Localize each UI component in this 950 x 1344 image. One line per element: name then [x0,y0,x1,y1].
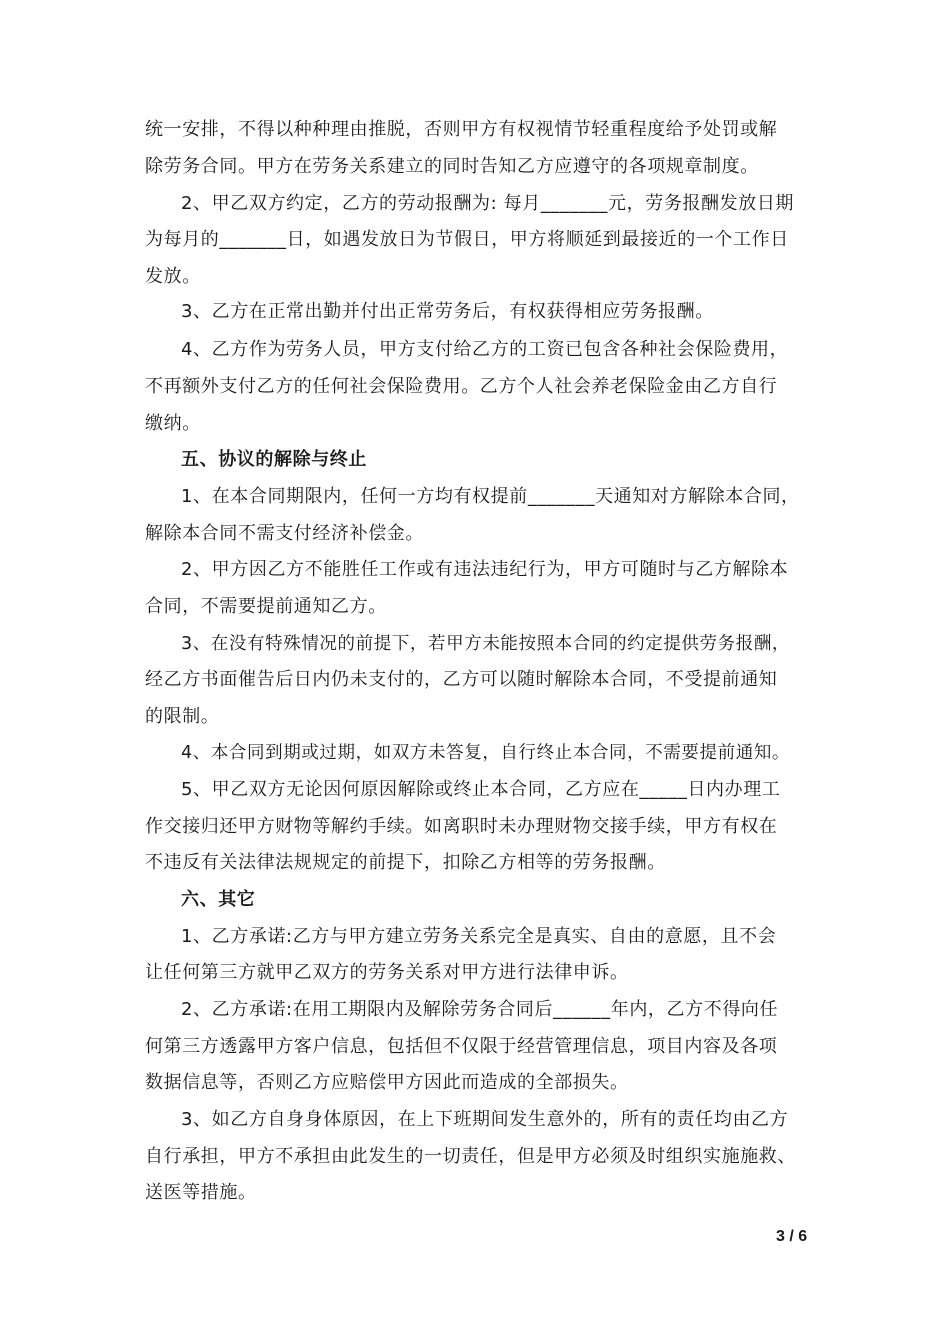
text-line: 的限制。 [145,706,220,727]
text-line: 除劳务合同。甲方在劳务关系建立的同时告知乙方应遵守的各项规章制度。 [145,156,759,177]
text-line: 作交接归还甲方财物等解约手续。如离职时未办理财物交接手续，甲方有权在 [145,816,778,837]
text-line: 不再额外支付乙方的任何社会保险费用。乙方个人社会养老保险金由乙方自行 [145,376,778,397]
text-line: 送医等措施。 [145,1182,257,1203]
page-number: 3 / 6 [776,1228,808,1245]
text-line: 为每月的_______日，如遇发放日为节假日，甲方将顺延到最接近的一个工作日 [145,229,789,250]
text-line: 3、在没有特殊情况的前提下，若甲方未能按照本合同的约定提供劳务报酬， [181,634,791,654]
text-line: 4、乙方作为劳务人员，甲方支付给乙方的工资已包含各种社会保险费用， [181,339,789,360]
text-line: 统一安排，不得以种种理由推脱，否则甲方有权视情节轻重程度给予处罚或解 [145,119,778,140]
text-line: 缴纳。 [145,413,201,434]
text-line: 4、本合同到期或过期，如双方未答复，自行终止本合同，不需要提前通知。 [181,743,791,763]
text-line: 发放。 [145,266,201,287]
text-line: 1、乙方承诺:乙方与甲方建立劳务关系完全是真实、自由的意愿，且不会 [181,926,777,947]
text-line: 3、如乙方自身身体原因，在上下班期间发生意外的，所有的责任均由乙方 [181,1109,789,1130]
text-line: 自行承担，甲方不承担由此发生的一切责任，但是甲方必须及时组织实施施救、 [145,1146,796,1167]
text-line: 经乙方书面催告后日内仍未支付的，乙方可以随时解除本合同，不受提前通知 [145,669,778,690]
text-line: 不违反有关法律法规规定的前提下，扣除乙方相等的劳务报酬。 [145,852,666,873]
text-line: 让任何第三方就甲乙双方的劳务关系对甲方进行法律申诉。 [145,962,629,983]
text-line: 数据信息等，否则乙方应赔偿甲方因此而造成的全部损失。 [145,1072,629,1093]
text-line: 5、甲乙双方无论因何原因解除或终止本合同，乙方应在_____日内办理工 [181,779,781,800]
text-line: 2、乙方承诺:在用工期限内及解除劳务合同后______年内，乙方不得向任 [181,999,779,1020]
text-line: 1、在本合同期限内，任何一方均有权提前_______天通知对方解除本合同， [181,486,800,507]
text-line: 解除本合同不需支付经济补偿金。 [145,523,424,544]
section-heading: 五、协议的解除与终止 [181,449,367,470]
text-line: 何第三方透露甲方客户信息，包括但不仅限于经营管理信息，项目内容及各项 [145,1036,778,1057]
text-line: 2、甲方因乙方不能胜任工作或有违法违纪行为，甲方可随时与乙方解除本 [181,559,789,580]
text-line: 2、甲乙双方约定，乙方的劳动报酬为: 每月_______元，劳务报酬发放日期 [181,193,795,214]
text-line: 3、乙方在正常出勤并付出正常劳务后，有权获得相应劳务报酬。 [181,301,714,322]
section-heading: 六、其它 [181,889,256,910]
text-line: 合同，不需要提前通知乙方。 [145,596,387,617]
